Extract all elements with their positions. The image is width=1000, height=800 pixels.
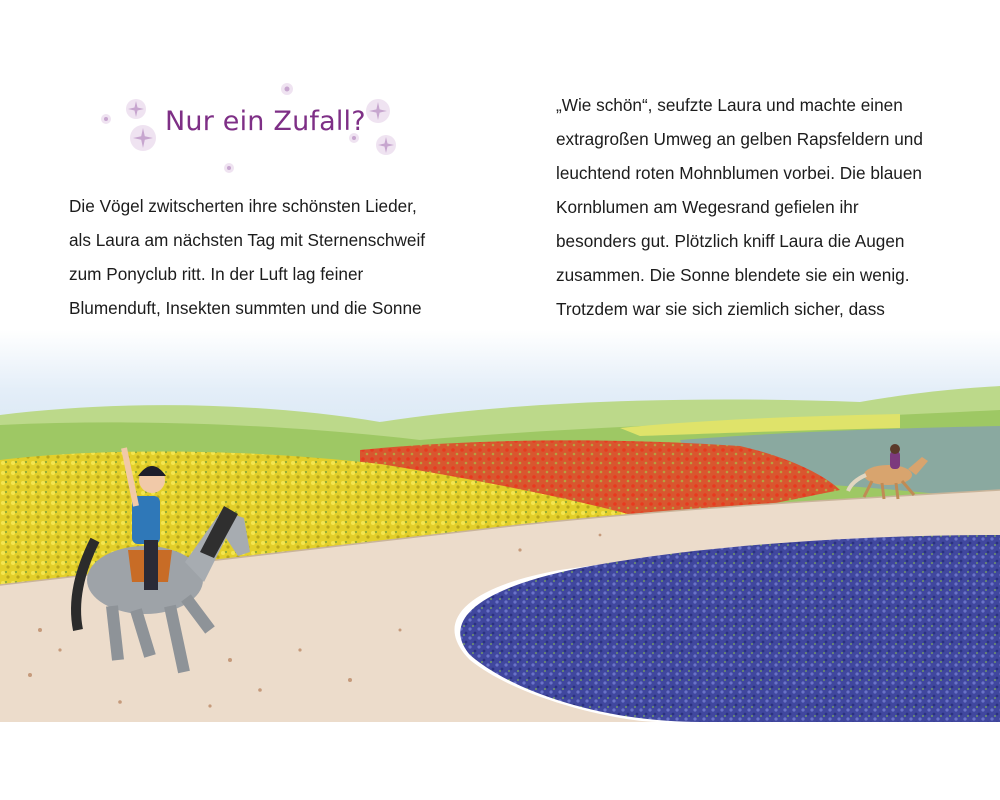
sparkle-icon [365, 98, 391, 124]
right-paragraph [556, 88, 923, 360]
sparkle-icon [100, 113, 112, 125]
text-line: Kornblumen am Wegesrand gefielen ihr [556, 197, 859, 217]
text-line: extragroßen Umweg an gelben Rapsfeldern und [556, 129, 923, 149]
text-line: Blumenduft, Insekten summten und die Sonne [69, 298, 422, 318]
sparkle-icon [280, 82, 294, 96]
sparkle-icon [223, 162, 235, 174]
chapter-title: Nur ein Zufall? [165, 106, 366, 137]
text-line: Die Vögel zwitscherten ihre schönsten Lieder, [69, 196, 417, 216]
text-line: leuchtend roten Mohnblumen vorbei. Die blauen [556, 163, 922, 183]
sparkle-icon [129, 124, 157, 152]
chapter-heading [95, 80, 415, 180]
text-line: Trotzdem war sie sich ziemlich sicher, dass [556, 299, 885, 319]
sparkle-icon [375, 134, 397, 156]
text-line: „Wie schön“, seufzte Laura und machte einen [556, 95, 903, 115]
sparkle-icon [125, 98, 147, 120]
text-line: besonders gut. Plötzlich kniff Laura die Augen [556, 231, 905, 251]
text-line: als Laura am nächsten Tag mit Sternenschweif [69, 230, 426, 250]
text-line: zum Ponyclub ritt. In der Luft lag feiner [69, 264, 364, 284]
text-line: zusammen. Die Sonne blendete sie ein wenig. [556, 265, 910, 285]
landscape-illustration [0, 330, 1000, 722]
